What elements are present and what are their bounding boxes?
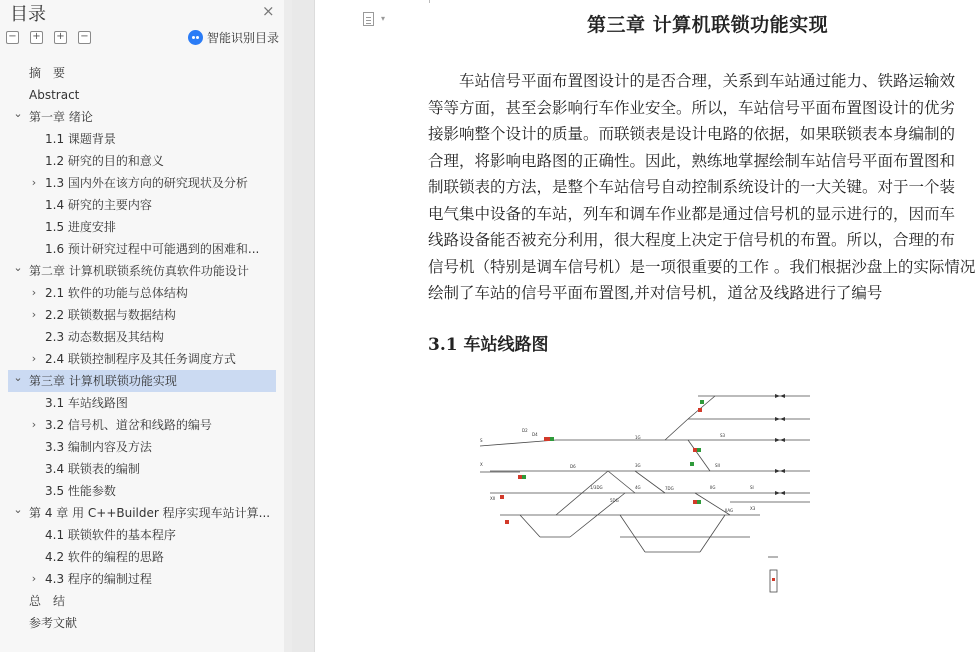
margin-mark [429, 0, 430, 3]
diagram-label: SI [750, 485, 754, 490]
toc-item[interactable] [0, 414, 284, 436]
toc-item[interactable] [0, 326, 284, 348]
collapse-icon: − [8, 31, 17, 42]
document-icon[interactable] [363, 12, 374, 26]
signal-icon [698, 408, 702, 412]
toc-item[interactable] [0, 502, 284, 524]
toc-panel [0, 0, 292, 652]
signal-icon [697, 448, 701, 452]
toc-item-label: 1.5 进度安排 [45, 220, 116, 234]
diagram-label: D6 [570, 464, 576, 469]
crossover [688, 440, 710, 471]
crossover [688, 396, 715, 419]
crossover [665, 419, 688, 440]
track-ends [775, 394, 785, 495]
toc-item-label: 第二章 计算机联锁系统仿真软件功能设计 [29, 264, 249, 278]
toc-item[interactable] [0, 524, 284, 546]
toc-item[interactable] [0, 590, 284, 612]
buffer-stop-icon [780, 394, 785, 398]
paragraph-line: 电气集中设备的车站，列车和调车作业都是通过信号机的显示进行的，因而车 [428, 204, 956, 223]
toc-item-label: 4.1 联锁软件的基本程序 [45, 528, 176, 542]
toc-item-label: 4.2 软件的编程的思路 [45, 550, 164, 564]
diagram-label: IIG [710, 485, 716, 490]
toc-item[interactable] [0, 106, 284, 128]
buffer-stop-icon [780, 491, 785, 495]
diagram-label: S [480, 438, 483, 443]
toc-item-label: 1.2 研究的目的和意义 [45, 154, 164, 168]
document-page [314, 0, 977, 652]
buffer-stop-icon [775, 438, 780, 442]
toc-item-label: 参考文献 [29, 616, 78, 630]
signal-icon [505, 520, 509, 524]
chevron-down-icon[interactable]: ⌄ [13, 503, 23, 516]
toc-item-label: 2.4 联锁控制程序及其任务调度方式 [45, 352, 236, 366]
signal-icon [700, 400, 704, 404]
toc-item[interactable] [0, 392, 284, 414]
signals [500, 400, 775, 581]
toc-item-label: 1.1 课题背景 [45, 132, 116, 146]
toc-item[interactable] [0, 216, 284, 238]
toc-item[interactable] [0, 348, 284, 370]
diagram-label: 7DG [665, 486, 674, 491]
paragraph-line: 信号机（特别是调车信号机）是一项很重要的工作 。我们根据沙盘上的实际情况 [428, 257, 976, 276]
paragraph-line: 绘制了车站的信号平面布置图,并对信号机，道岔及线路进行了编号 [428, 284, 883, 302]
toc-item-label: 3.3 编制内容及方法 [45, 440, 152, 454]
signal-icon [550, 437, 554, 441]
diagram-label: IIAG [725, 508, 734, 513]
crossover [700, 515, 725, 552]
chapter-title: 第三章 计算机联锁功能实现 [587, 14, 829, 36]
paragraph-line: 等等方面，甚至会影响行车作业安全。所以，车站信号平面布置图设计的优劣 [428, 98, 956, 117]
buffer-stop-icon [775, 469, 780, 473]
toc-item[interactable] [0, 84, 284, 106]
chevron-right-icon[interactable]: › [31, 572, 37, 585]
toc-item-label: 4.3 程序的编制过程 [45, 572, 152, 586]
diagram-label: 3G [635, 463, 641, 468]
close-icon[interactable]: × [262, 2, 275, 20]
toc-title: 目录 [10, 4, 46, 25]
diagram-label: X [480, 462, 483, 467]
chevron-down-icon[interactable]: ⌄ [13, 261, 23, 274]
chevron-right-icon[interactable]: › [31, 308, 37, 321]
toc-item[interactable] [0, 480, 284, 502]
toc-item[interactable] [0, 172, 284, 194]
toc-item[interactable] [0, 458, 284, 480]
toc-item-label: 3.4 联锁表的编制 [45, 462, 140, 476]
chevron-right-icon[interactable]: › [31, 418, 37, 431]
buffer-stop-icon [780, 438, 785, 442]
diagram-label: SII [715, 463, 720, 468]
signal-icon [518, 475, 522, 479]
toc-item-label: 3.1 车站线路图 [45, 396, 128, 410]
signal-icon [772, 578, 775, 581]
chevron-down-icon[interactable]: ▾ [381, 14, 386, 23]
chevron-right-icon[interactable]: › [31, 286, 37, 299]
plus-icon: + [56, 31, 65, 42]
section-title: 3.1 车站线路图 [428, 335, 549, 355]
station-track-diagram [460, 382, 810, 598]
toc-item[interactable] [0, 304, 284, 326]
diagram-label: 5DG [610, 498, 619, 503]
diagram-label: D2 [522, 428, 528, 433]
ai-assistant-icon [188, 30, 203, 45]
paragraph-line: 线路设备能否被充分利用，很大程度上决定于信号机的布置。所以，合理的布 [428, 231, 956, 249]
chevron-right-icon[interactable]: › [31, 352, 37, 365]
paragraph-line: 合理，将影响电路图的正确性。因此，熟练地掌握绘制车站信号平面布置图和 [428, 151, 956, 170]
toc-item-label: 3.5 性能参数 [45, 484, 116, 498]
toc-item-label: Abstract [29, 88, 80, 102]
diagram-label: 1/3DG [590, 485, 603, 490]
toc-item-label: 第三章 计算机联锁功能实现 [29, 374, 177, 388]
signal-icon [697, 500, 701, 504]
smart-toc-button[interactable] [188, 29, 279, 46]
toc-item[interactable] [0, 128, 284, 150]
expand-icon: + [32, 31, 41, 42]
toc-item-label: 摘 要 [29, 66, 66, 80]
paragraph-line: 制联锁表的方法，是整个车站信号自动控制系统设计的一大关键。对于一个装 [428, 178, 956, 196]
buffer-stop-icon [775, 394, 780, 398]
toc-item[interactable] [0, 546, 284, 568]
toc-item-label: 总 结 [29, 594, 66, 608]
toc-scrollbar[interactable] [284, 0, 292, 652]
signal-icon [544, 437, 550, 441]
document-area [293, 0, 977, 652]
minus-icon: − [80, 31, 89, 42]
diagram-label: D4 [532, 432, 538, 437]
expand-all-button[interactable] [30, 31, 43, 44]
toc-item-label: 2.2 联锁数据与数据结构 [45, 308, 176, 322]
buffer-stop-icon [780, 469, 785, 473]
toc-item-label: 第 4 章 用 C++Builder 程序实现车站计算... [29, 506, 271, 520]
crossover [608, 471, 635, 493]
toc-item-label: 3.2 信号机、道岔和线路的编号 [45, 418, 212, 432]
collapse-all-button[interactable] [6, 31, 19, 44]
crossover [520, 515, 540, 537]
signal-icon [693, 500, 697, 504]
toc-item-label: 1.4 研究的主要内容 [45, 198, 152, 212]
toc-item[interactable] [0, 194, 284, 216]
diagram-label: S3 [720, 433, 726, 438]
toc-item[interactable] [0, 260, 284, 282]
chevron-down-icon[interactable]: ⌄ [13, 371, 23, 384]
toc-item[interactable] [0, 612, 284, 634]
toc-item[interactable] [0, 282, 284, 304]
toc-item[interactable] [0, 436, 284, 458]
chevron-down-icon[interactable]: ⌄ [13, 107, 23, 120]
toc-item-label: 第一章 绪论 [29, 110, 93, 124]
toc-item[interactable] [0, 568, 284, 590]
diagram-label: 4G [635, 485, 641, 490]
buffer-stop-icon [775, 417, 780, 421]
paragraph-line: 接影响整个设计的质量。而联锁表是设计电路的依据，如果联锁表本身编制的 [428, 125, 956, 143]
toc-item-label: 2.1 软件的功能与总体结构 [45, 286, 188, 300]
paragraph-line: 车站信号平面布置图设计的是否合理，关系到车站通过能力、铁路运输效 [459, 72, 956, 90]
buffer-stop-icon [780, 417, 785, 421]
track-lines [480, 396, 810, 592]
diagram-label: XII [490, 496, 496, 501]
toc-item-label: 1.6 预计研究过程中可能遇到的困难和... [45, 242, 260, 256]
signal-icon [693, 448, 697, 452]
diagram-label: 1G [635, 435, 641, 440]
smart-toc-label: 智能识别目录 [207, 31, 280, 45]
toc-item[interactable] [0, 62, 284, 84]
signal-icon [522, 475, 526, 479]
diagram-label: X3 [750, 506, 756, 511]
toc-item-label: 1.3 国内外在该方向的研究现状及分析 [45, 176, 248, 190]
toc-item[interactable] [8, 370, 276, 392]
add-heading-button[interactable] [54, 31, 67, 44]
buffer-stop-icon [775, 491, 780, 495]
toc-item[interactable] [0, 150, 284, 172]
diagram-labels [480, 428, 756, 513]
remove-heading-button[interactable] [78, 31, 91, 44]
chevron-right-icon[interactable]: › [31, 176, 37, 189]
toc-item[interactable] [0, 238, 284, 260]
signal-icon [500, 495, 504, 499]
crossover [620, 515, 645, 552]
toc-item-label: 2.3 动态数据及其结构 [45, 330, 164, 344]
body-paragraph [428, 68, 977, 307]
signal-icon [690, 462, 694, 466]
